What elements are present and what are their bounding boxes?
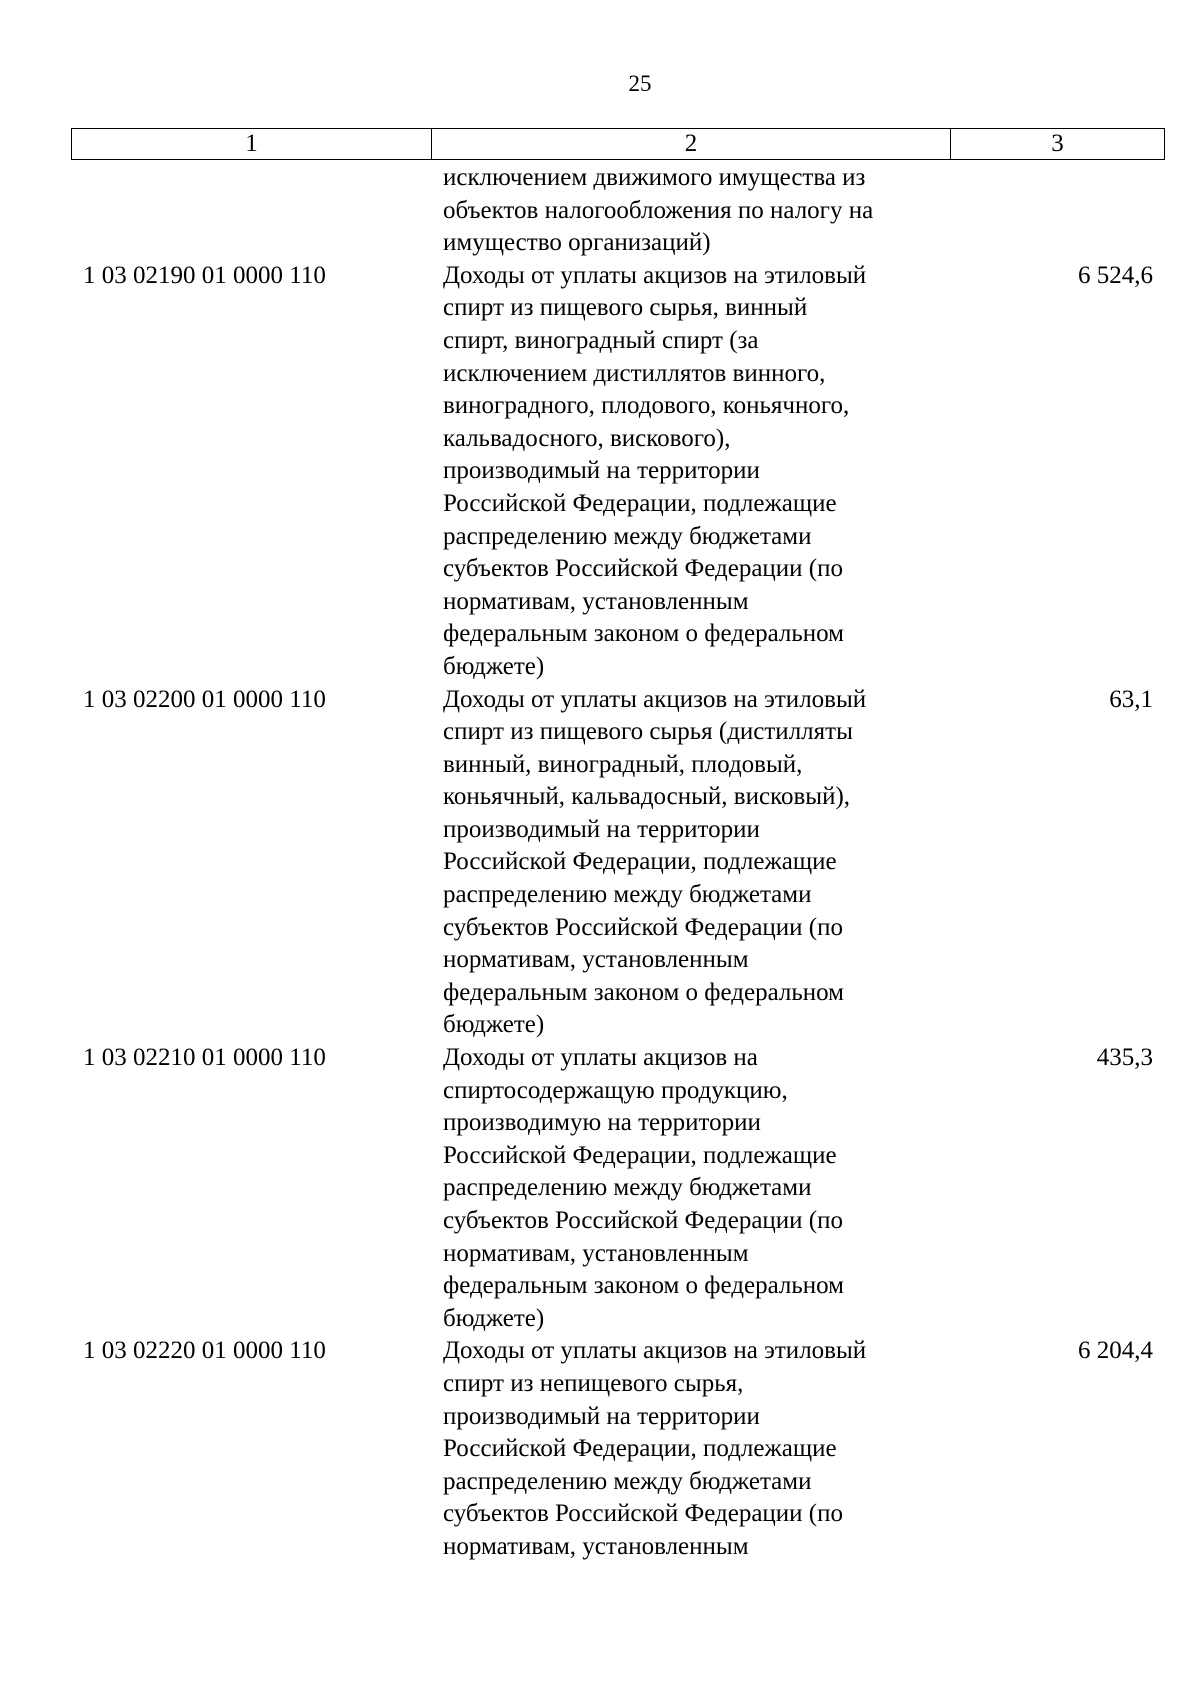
description-line: бюджете) [443,652,545,680]
budget-code-cell: 1 03 02190 01 0000 110 [83,261,326,289]
description-cell [431,260,950,684]
description-line: Российской Федерации, подлежащие [443,1141,837,1169]
description-line: Доходы от уплаты акцизов на этиловый [443,261,867,289]
description-line: Доходы от уплаты акцизов на [443,1044,758,1072]
description-line: субъектов Российской Федерации (по [443,555,843,583]
description-line: распределению между бюджетами [443,881,812,909]
description-line: спиртосодержащую продукцию, [443,1076,788,1104]
amount-cell: 6 204,4 [1078,1337,1153,1365]
budget-code-cell [71,162,431,260]
description-line: нормативам, установленным [443,946,749,974]
description-line: производимый на территории [443,1402,760,1430]
table-row [71,162,1165,260]
description-line: исключением движимого имущества из [443,164,866,191]
column-header-2: 2 [432,129,951,159]
description-line: производимую на территории [443,1109,761,1137]
description-line: Российской Федерации, подлежащие [443,1435,837,1463]
column-header-1: 1 [72,129,432,159]
description-line: бюджете) [443,1011,545,1039]
description-line: нормативам, установленным [443,1532,749,1560]
table-row [71,260,1165,684]
description-line: исключением дистиллятов винного, [443,359,826,387]
description-line: спирт из пищевого сырья (дистилляты [443,718,853,746]
amount-cell: 435,3 [1096,1044,1153,1072]
description-line: бюджете) [443,1304,545,1332]
description-line: федеральным законом о федеральном [443,978,844,1006]
table-row [71,684,1165,1043]
budget-code-cell: 1 03 02200 01 0000 110 [83,685,326,713]
description-line: Доходы от уплаты акцизов на этиловый [443,685,867,713]
table-row [71,1335,1165,1563]
description-cell [431,162,950,260]
budget-code-cell: 1 03 02210 01 0000 110 [83,1044,326,1072]
description-line: винный, виноградный, плодовый, [443,750,803,778]
description-line: спирт, виноградный спирт (за [443,326,759,354]
description-line: субъектов Российской Федерации (по [443,1207,843,1234]
description-line: производимый на территории [443,457,760,485]
description-line: субъектов Российской Федерации (по [443,1500,843,1528]
amount-cell: 63,1 [1109,685,1153,713]
description-line: Российской Федерации, подлежащие [443,489,837,517]
description-line: кальвадосного, вискового), [443,424,731,452]
budget-code-cell: 1 03 02220 01 0000 110 [83,1337,326,1365]
amount-cell [950,162,1165,260]
description-line: Российской Федерации, подлежащие [443,848,837,876]
amount-cell: 6 524,6 [1078,261,1153,289]
description-cell [431,1042,950,1335]
description-line: спирт из пищевого сырья, винный [443,294,808,322]
description-line: спирт из непищевого сырья, [443,1369,744,1397]
table-header-row [71,128,1165,160]
table-row [71,1042,1165,1335]
description-cell [431,684,950,1043]
description-line: субъектов Российской Федерации (по [443,913,843,941]
description-line: федеральным законом о федеральном [443,620,844,648]
description-line: виноградного, плодового, коньячного, [443,392,850,420]
description-cell [431,1335,950,1563]
description-line: производимый на территории [443,815,760,843]
description-line: распределению между бюджетами [443,1467,812,1495]
description-line: федеральным законом о федеральном [443,1272,844,1300]
description-line: распределению между бюджетами [443,522,812,550]
description-line: имущество организаций) [443,229,711,257]
page-number: 25 [628,71,652,96]
description-line: Доходы от уплаты акцизов на этиловый [443,1337,867,1365]
description-line: нормативам, установленным [443,1239,749,1267]
column-header-3: 3 [1051,130,1064,157]
description-line: распределению между бюджетами [443,1174,812,1202]
description-line: нормативам, установленным [443,587,749,615]
table-body [71,162,1165,1564]
description-line: коньячный, кальвадосный, висковый), [443,783,851,811]
description-line: объектов налогообложения по налогу на [443,196,874,224]
